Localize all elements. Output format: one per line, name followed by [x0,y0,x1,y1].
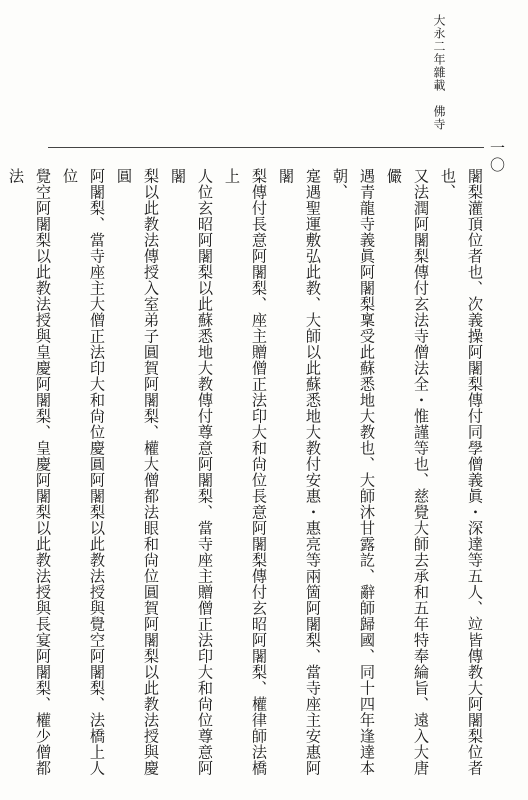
body-text [7,168,488,776]
text-line-9: 覺空阿闍梨以此教法授與皇慶阿闍梨、皇慶阿闍梨以此教法授與長宴阿闍梨、權少僧都法 [7,168,52,776]
text-line-8: 阿闍梨、當寺座主大僧正法印大和尙位慶圓阿闍梨以此教法授與覺空阿闍梨、法橋上人位 [61,168,106,776]
text-line-6: 人位玄昭阿闍梨以此蘇悉地大教傳付尊意阿闍梨、當寺座主贈僧正法印大和尙位尊意阿闍 [169,168,214,776]
text-line-3: 遇青龍寺義眞阿闍梨稟受此蘇悉地大教也、大師沐甘露訖、辭師歸國、同十四年逢達本朝、 [331,168,376,776]
text-line-1: 闍梨灌頂位者也、次義操阿闍梨傳付同學僧義眞・深達等五人、竝皆傳教大阿闍梨位者也、 [439,168,484,776]
running-head: 大永二年雜載 佛寺 [432,14,446,131]
text-line-7: 梨以此教法傳授入室弟子圓賀阿闍梨、權大僧都法眼和尙位圓賀阿闍梨以此教法授與慶圓 [115,168,160,776]
text-line-4: 寔遇聖運敷弘此教、大師以此蘇悉地大教付安惠・惠亮等兩箇阿闍梨、當寺座主安惠阿闍 [277,168,322,776]
text-line-5: 梨傳付長意阿闍梨、座主贈僧正法印大和尙位長意阿闍梨傳付玄昭阿闍梨、權律師法橋上 [223,168,268,776]
page-number: 一〇 [488,140,506,174]
header-rule [48,147,484,148]
text-line-10 [0,168,2,776]
text-line-2: 又法潤阿闍梨傳付玄法寺僧法全・惟謹等也、慈覺大師去承和五年特奉綸旨、遠入大唐儼 [385,168,430,776]
